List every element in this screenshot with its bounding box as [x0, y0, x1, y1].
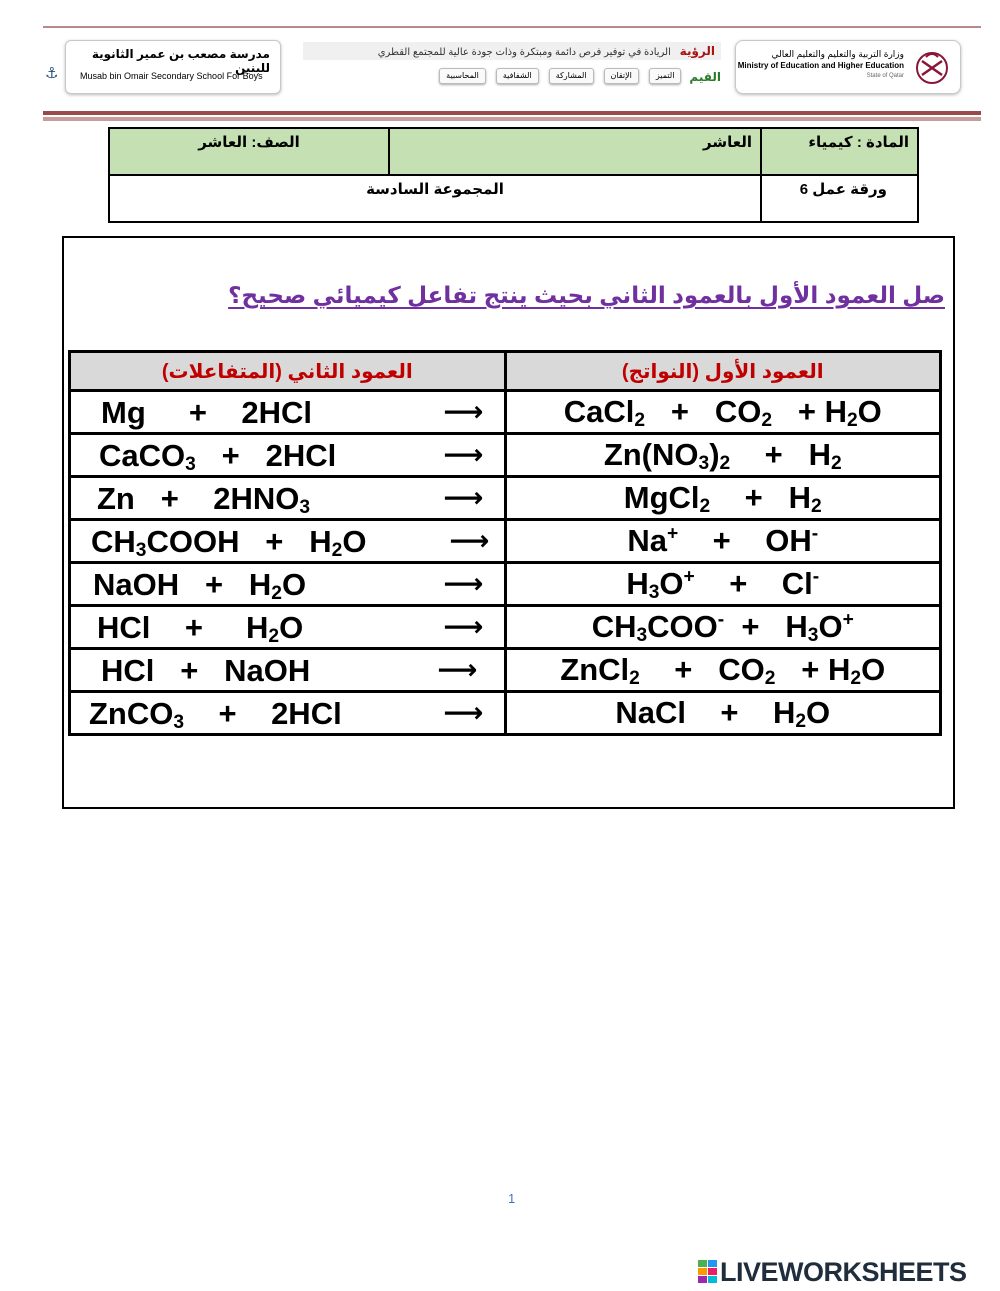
table-row [70, 391, 941, 434]
value-chip: المشاركة [549, 68, 594, 84]
table-row [70, 606, 941, 649]
reactant-cell[interactable]: CaCO$_3$ + 2HCl ⟶ [70, 434, 506, 477]
info-table [108, 127, 919, 223]
values-bar [343, 68, 721, 86]
product-cell[interactable]: $CH_3COO^- + H_3O^+$ [505, 606, 941, 649]
arrow-icon: ⟶ [443, 438, 484, 471]
table-row [70, 434, 941, 477]
school-name-en: Musab bin Omair Secondary School For Boys [80, 71, 263, 81]
ministry-name-en: Ministry of Education and Higher Education [737, 61, 904, 70]
values-label: القيم [689, 70, 721, 84]
question-text: صل العمود الأول بالعمود الثاني بحيث ينتج تفاعل كيميائي صحيح؟ [228, 282, 945, 308]
grade-cell: العاشر [389, 128, 761, 175]
product-cell[interactable]: $H_3O^+$ + Cl- [505, 563, 941, 606]
arrow-icon: ⟶ [443, 567, 484, 600]
header-banner [43, 26, 981, 115]
product-cell[interactable]: MgCl$_2$ + $H_2$ [505, 477, 941, 520]
school-logo-box [65, 40, 281, 94]
product-cell[interactable]: NaCl + $H_2O$ [505, 692, 941, 735]
vision-label: الرؤية [679, 44, 715, 58]
table-row [70, 692, 941, 735]
qatar-emblem-icon [912, 49, 952, 87]
reactant-cell[interactable]: Zn + $2HNO_3$ ⟶ [70, 477, 506, 520]
product-cell[interactable]: Na+ + OH- [505, 520, 941, 563]
school-name-ar: مدرسة مصعب بن عمير الثانوية للبنين [91, 47, 270, 75]
header-reactants: العمود الثاني (المتفاعلات) [70, 352, 506, 391]
arrow-icon: ⟶ [443, 395, 484, 428]
group-cell: المجموعة السادسة [109, 175, 761, 222]
worksheet-cell: ورقة عمل 6 [761, 175, 918, 222]
reactant-cell[interactable]: $CH_3COOH + H_2O$ ⟶ [70, 520, 506, 563]
arrow-icon: ⟶ [443, 481, 484, 514]
arrow-icon: ⟶ [449, 524, 490, 557]
ministry-subtitle: State of Qatar [866, 73, 904, 79]
value-chip: الإتقان [604, 68, 639, 84]
ministry-logo-box [735, 40, 961, 94]
class-cell: الصف: العاشر [109, 128, 389, 175]
arrow-icon: ⟶ [443, 696, 484, 729]
subject-cell: المادة : كيمياء [761, 128, 918, 175]
arrow-icon: ⟶ [443, 610, 484, 643]
value-chip: المحاسبية [439, 68, 486, 84]
reactant-cell[interactable]: ZnCO$_3$ + 2HCl ⟶ [70, 692, 506, 735]
arrow-icon: ⟶ [437, 653, 478, 686]
vision-text: الريادة في توفير فرص دائمة ومبتكرة وذات جودة عالية للمجتمع القطري [377, 47, 671, 58]
vision-bar [303, 42, 721, 60]
ministry-name-ar: وزارة التربية والتعليم والتعليم العالي [771, 49, 904, 59]
reactant-cell[interactable]: NaOH + $H_2O$ ⟶ [70, 563, 506, 606]
anchor-icon: ⚓ [45, 65, 59, 82]
liveworksheets-logo-icon [698, 1260, 718, 1284]
value-chip: الشفافية [496, 68, 539, 84]
reactant-cell[interactable]: Mg + 2HCl ⟶ [70, 391, 506, 434]
matching-table [68, 350, 942, 736]
product-cell[interactable]: CaCl$_2$ + $CO_2 + H_2O$ [505, 391, 941, 434]
header-products: العمود الأول (النواتج) [505, 352, 941, 391]
value-chip: التميز [649, 68, 682, 84]
product-cell[interactable]: $Zn(NO_3)_2$ + $H_2$ [505, 434, 941, 477]
table-row [70, 520, 941, 563]
liveworksheets-logo[interactable] [698, 1257, 967, 1288]
reactant-cell[interactable]: HCl + $H_2O$ ⟶ [70, 606, 506, 649]
product-cell[interactable]: ZnCl$_2$ + $CO_2 + H_2O$ [505, 649, 941, 692]
table-row [70, 477, 941, 520]
reactant-cell[interactable]: HCl + NaOH ⟶ [70, 649, 506, 692]
page-number: 1 [508, 1191, 516, 1206]
table-row [70, 649, 941, 692]
banner-divider [43, 117, 981, 121]
table-row [70, 563, 941, 606]
brand-text: LIVEWORKSHEETS [720, 1257, 967, 1287]
